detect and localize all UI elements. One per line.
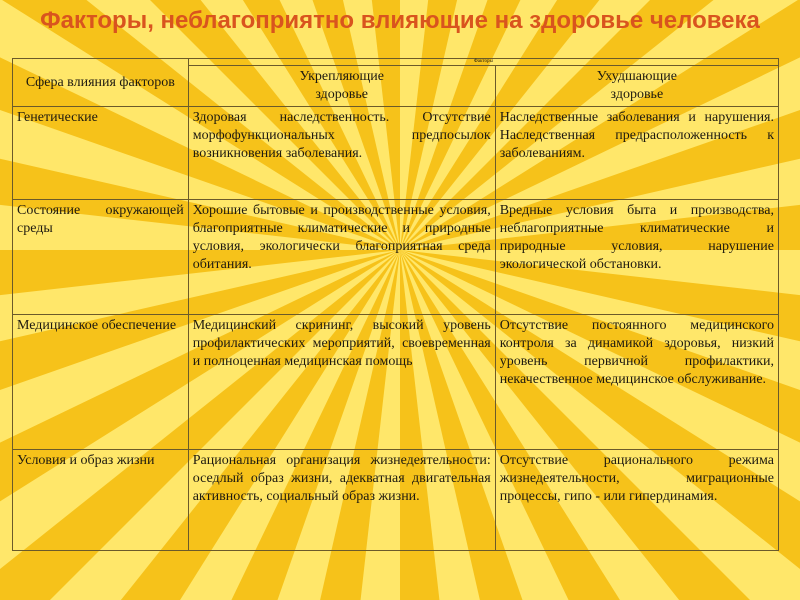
- row-strengthening: Медицинский скрининг, высокий уровень профилактических мероприятий, своевременная и полноценная медицинская помощь: [188, 315, 495, 450]
- factors-table: [12, 58, 779, 551]
- header-strengthening: Укрепляющие здоровье: [188, 66, 495, 107]
- header-sphere: Сфера влияния факторов: [13, 59, 189, 107]
- row-worsening: Наследственные заболевания и нарушения. Наследственная предрасположенность к заболеваниям.: [495, 107, 778, 200]
- row-sphere: Генетические: [13, 107, 189, 200]
- row-worsening: Вредные условия быта и производства, неблагоприятные климатические и природные условия, нарушение экологической обстановки.: [495, 200, 778, 315]
- row-sphere: Медицинское обеспечение: [13, 315, 189, 450]
- table-row: [13, 107, 779, 200]
- row-sphere: Условия и образ жизни: [13, 450, 189, 551]
- table-row: [13, 450, 779, 551]
- header-worsening: Ухудшающие здоровье: [495, 66, 778, 107]
- header-factors: Факторы: [188, 59, 778, 66]
- table-row: [13, 315, 779, 450]
- row-sphere: Состояние окружающей среды: [13, 200, 189, 315]
- row-worsening: Отсутствие рационального режима жизнедеятельности, миграционные процессы, гипо - или гипердинамия.: [495, 450, 778, 551]
- row-worsening: Отсутствие постоянного медицинского контроля за динамикой здоровья, низкий уровень первичной профилактики, некачественное медицинское обслуживание.: [495, 315, 778, 450]
- page-title: Факторы, неблагоприятно влияющие на здоровье человека: [40, 7, 760, 34]
- row-strengthening: Хорошие бытовые и производственные условия, благоприятные климатические и природные условия, экологически благоприятная среда обитания.: [188, 200, 495, 315]
- row-strengthening: Рациональная организация жизнедеятельности: оседлый образ жизни, адекватная двигательная активность, социальный образ жизни.: [188, 450, 495, 551]
- row-strengthening: Здоровая наследственность. Отсутствие морфофункциональных предпосылок возникновения заболевания.: [188, 107, 495, 200]
- table-row: [13, 200, 779, 315]
